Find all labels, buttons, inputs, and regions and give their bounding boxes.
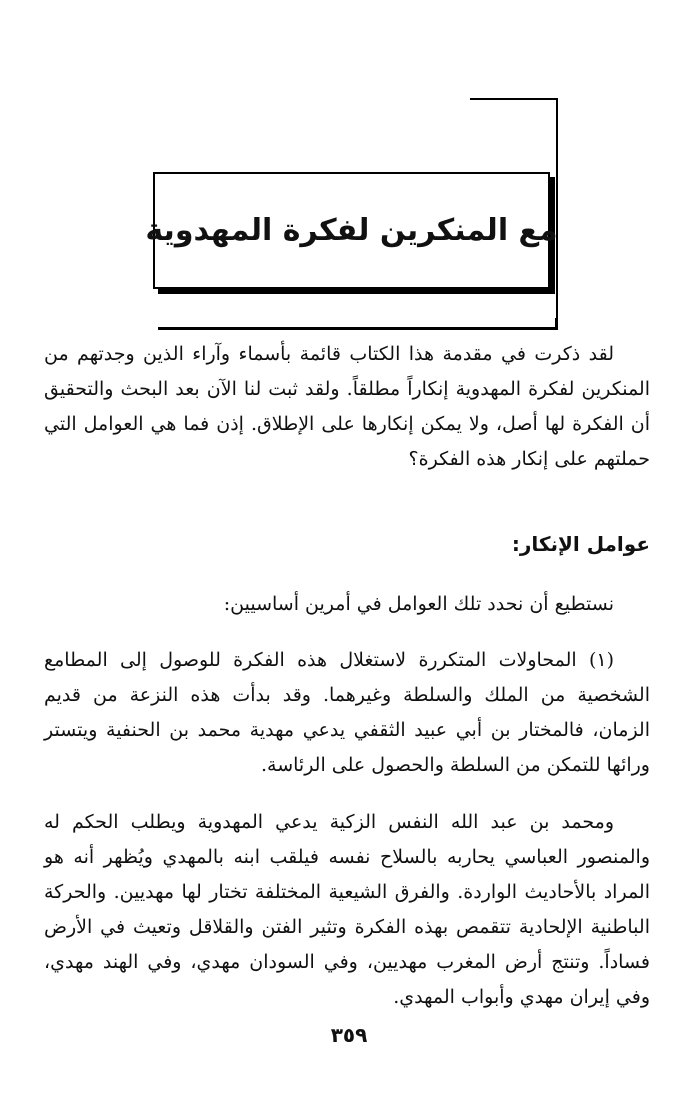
section-heading: عوامل الإنكار:	[511, 532, 650, 556]
paragraph-factors-intro: نستطيع أن نحدد تلك العوامل في أمرين أساسيين:	[223, 593, 614, 615]
paragraph-intro: لقد ذكرت في مقدمة هذا الكتاب قائمة بأسماء وآراء الذين وجدتهم من المنكرين لفكرة المهدوية إنكاراً مطلقاً. ولقد ثبت لنا الآن بعد البحث والتحقيق أن الفكرة لها أصل، ولا يمكن إنكارها على الإطلاق. إذن فما هي العوامل التي حملتهم على إنكار هذه الفكرة؟	[44, 343, 651, 470]
paragraph-examples: ومحمد بن عبد الله النفس الزكية يدعي المهدوية ويطلب الحكم له والمنصور العباسي يحاربه بالسلاح نفسه فيلقب ابنه بالمهدي ويُظهر أنه هو المراد بالأحاديث الواردة. والفرق الشيعية المختلفة تختار لها مهديين. والحركة الباطنية الإلحادية تتقمص بهذه الفكرة وتثير الفتن والقلاقل وتعيث في الأرض فساداً. وتنتج أرض المغرب مهديين، وفي السودان مهدي، وفي الهند مهدي، وفي إيران مهدي وأبواب المهدي.	[44, 811, 650, 1008]
chapter-title-box	[145, 172, 558, 289]
page-number: ٣٥٩	[330, 1023, 368, 1047]
title-frame-shadow	[158, 318, 558, 330]
chapter-title: مع المنكرين لفكرة المهدوية	[145, 213, 558, 248]
paragraph-factor-one: (١) المحاولات المتكررة لاستغلال هذه الفكرة للوصول إلى المطامع الشخصية من الملك والسلطة وغيرهما. وقد بدأت هذه النزعة من قديم الزمان، فالمختار بن أبي عبيد الثقفي يدعي مهدية محمد بن الحنفية ويتستر ورائها للتمكن من السلطة والحصول على الرئاسة.	[44, 649, 650, 776]
